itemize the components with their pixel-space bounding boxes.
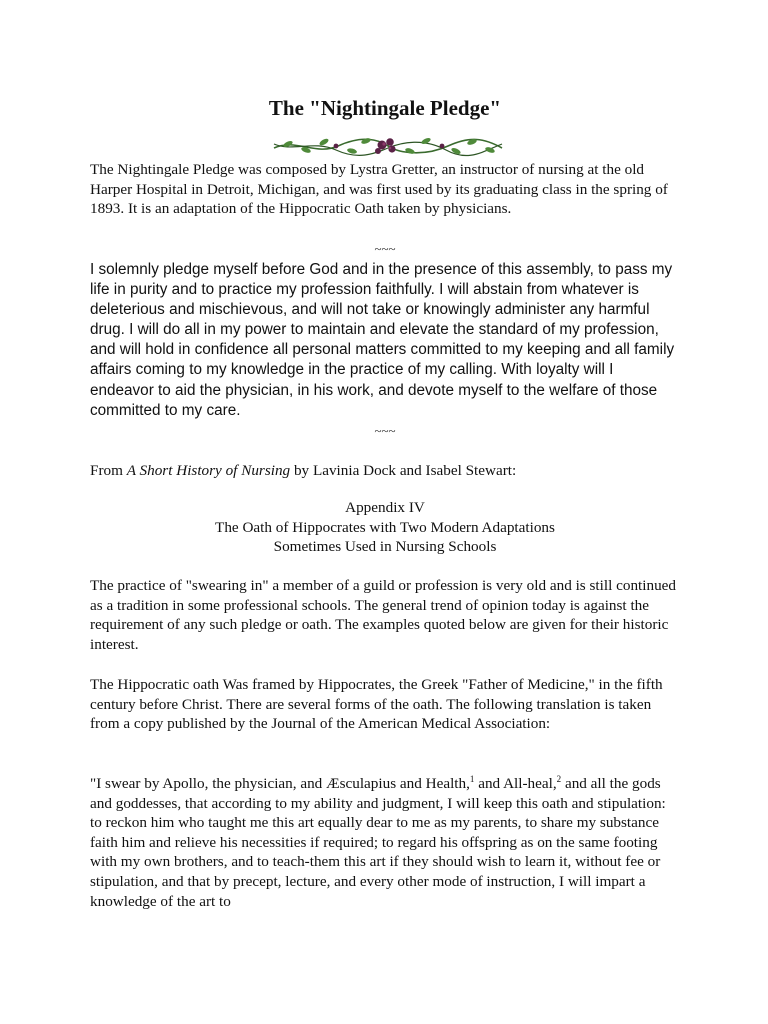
appendix-heading bbox=[90, 498, 680, 557]
separator: ~~~ bbox=[374, 423, 396, 438]
footnote-marker: 1 bbox=[469, 774, 475, 784]
book-title: A Short History of Nursing bbox=[126, 462, 291, 479]
oath-text: "I swear by Apollo, the physician, and Æsculapius and Health, bbox=[90, 775, 470, 792]
source-line bbox=[90, 461, 680, 481]
floral-divider-icon bbox=[266, 132, 510, 160]
oath-text: and All-heal, bbox=[474, 775, 557, 792]
footnote-marker: 2 bbox=[556, 774, 562, 784]
separator: ~~~ bbox=[374, 241, 396, 256]
intro-paragraph: The Nightingale Pledge was composed by Lystra Gretter, an instructor of nursing at the old Harper Hospital in Detroit, Michigan, and was first used by its graduating class in the spring of 1893. It is an adaptation of the Hippocratic Oath taken by physicians. bbox=[90, 161, 668, 218]
appendix-title: The Oath of Hippocrates with Two Modern Adaptations bbox=[215, 518, 555, 536]
appendix-number: Appendix IV bbox=[345, 499, 425, 516]
pledge-paragraph: I solemnly pledge myself before God and in the presence of this assembly, to pass my life in purity and to practice my profession faithfully. I will abstain from whatever is deleterious and mischievous, and will not take or knowingly administer any harmful drug. I will do all in my power to maintain and elevate the standard of my profession, and will hold in confidence all personal matters committed to my keeping and all family affairs coming to my knowledge in the practice of my calling. With loyalty will I endeavor to aid the physician, in his work, and devote myself to the welfare of those committed to my care. bbox=[90, 261, 675, 419]
practice-paragraph: The practice of "swearing in" a member of a guild or profession is very old and is still continued as a tradition in some professional schools. The general trend of opinion today is against the requirement of any such pledge or oath. The examples quoted below are given for their historic interest. bbox=[90, 577, 676, 653]
hippocratic-intro-paragraph: The Hippocratic oath Was framed by Hippocrates, the Greek "Father of Medicine," in the fifth century before Christ. There are several forms of the oath. The following translation is taken from a copy published by the Journal of the American Medical Association: bbox=[90, 676, 663, 733]
source-authors: by Lavinia Dock and Isabel Stewart: bbox=[290, 462, 517, 479]
appendix-subtitle: Sometimes Used in Nursing Schools bbox=[273, 538, 497, 556]
oath-text: and all the gods and goddesses, that according to my ability and judgment, I will keep this oath and stipulation: to reckon him who taught me this art equally dear to me as my parents, to share my substance faith him and relieve his necessities if required; to regard his offspring as on the same footing with my own brothers, and to teach-them this art if they should wish to learn it, without fee or stipulation, and that by precept, lecture, and every other mode of instruction, I will impart a knowledge of the art to bbox=[90, 775, 666, 910]
oath-paragraph bbox=[90, 774, 680, 911]
source-prefix: From bbox=[90, 462, 127, 479]
page-title: The "Nightingale Pledge" bbox=[268, 96, 502, 120]
